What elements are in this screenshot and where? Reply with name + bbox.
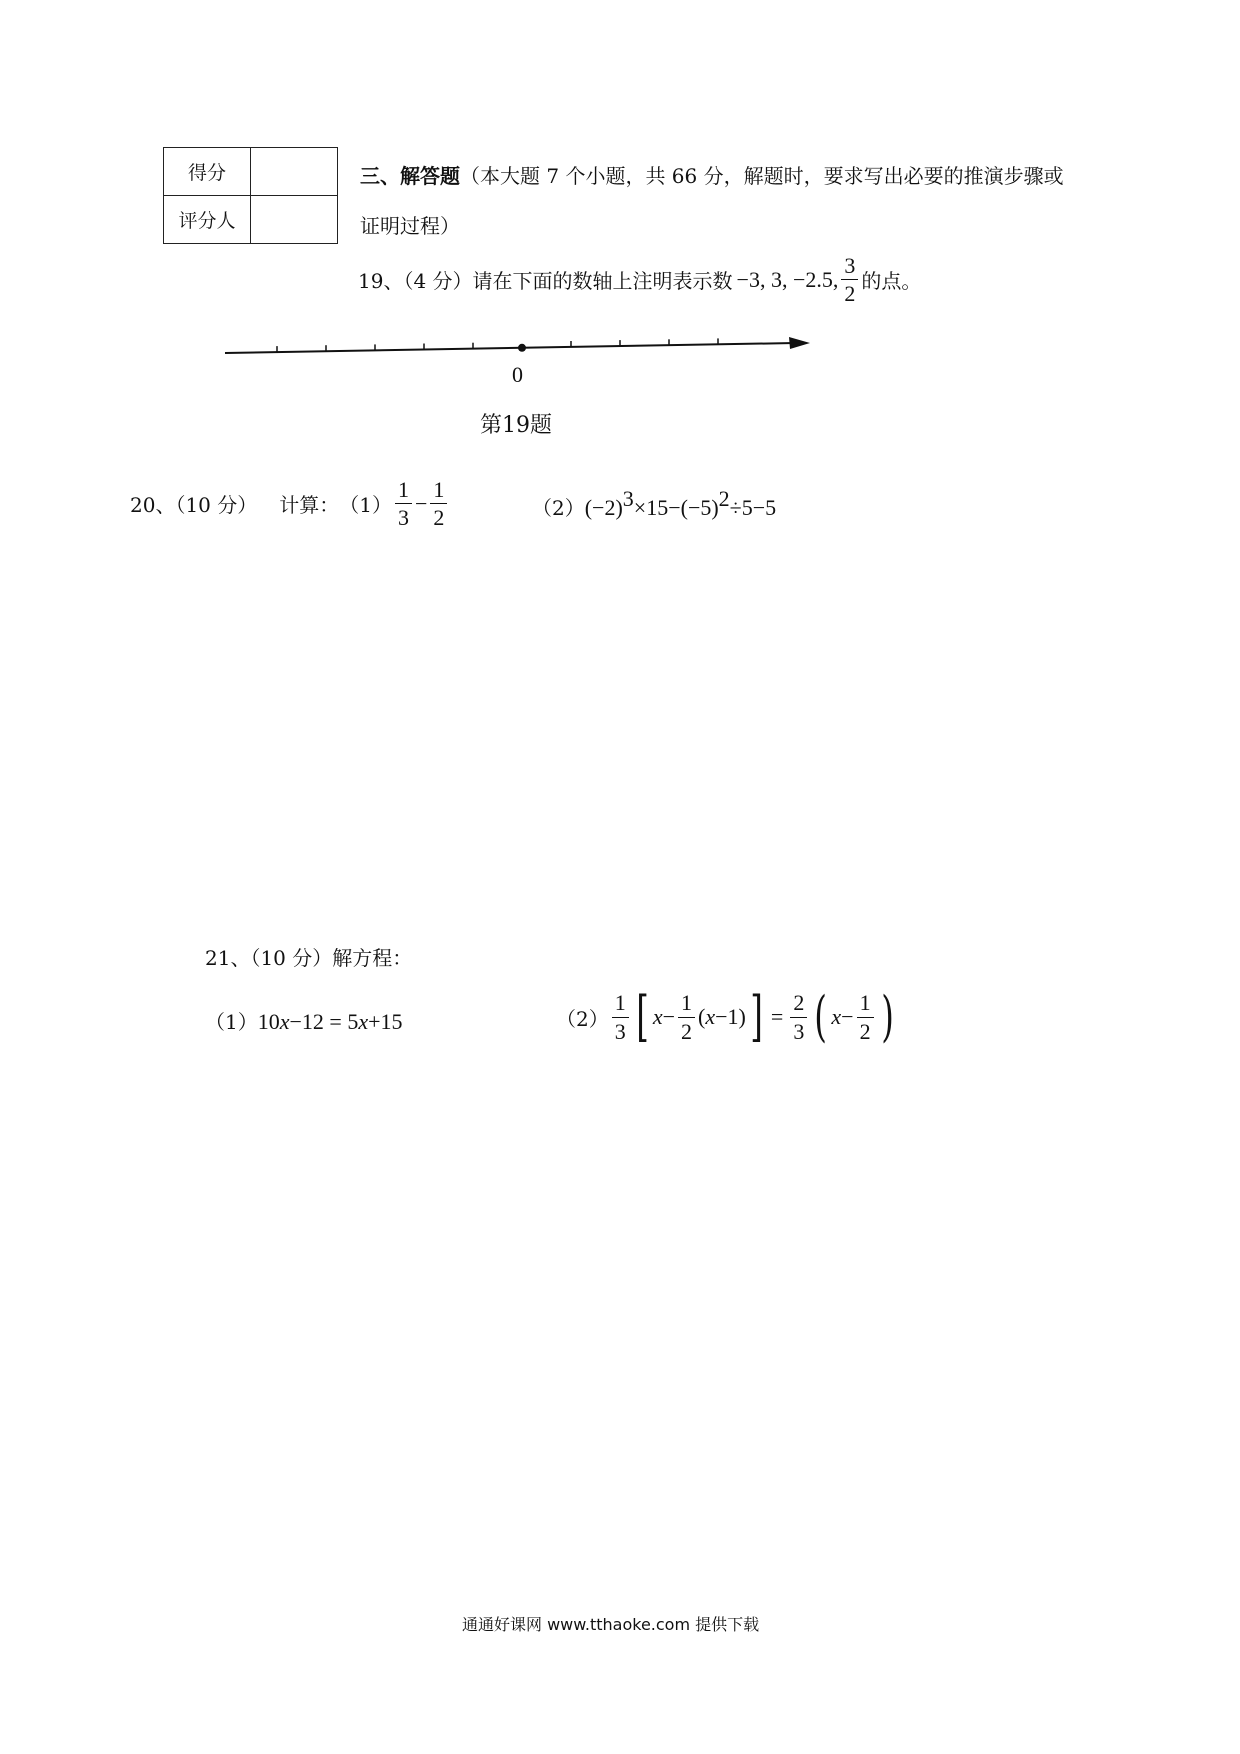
frac-num: 1 [430,478,447,504]
eq2-term: −1) [715,1004,746,1029]
frac-den: 3 [793,1018,805,1044]
frac-num: 1 [857,991,874,1017]
eq2-frac-3 [790,991,807,1042]
grader-label: 评分人 [164,196,251,244]
frac-num: 2 [790,991,807,1017]
q20-part2 [532,486,777,521]
q20-p1-frac-b [430,478,447,529]
frac-num: 1 [678,991,695,1017]
q20-prompt: 计算： [279,493,340,518]
q20-p2-c: ÷5−5 [729,495,777,520]
section-title: 三、解答题 [360,164,460,188]
eq2-left-paren: ( [814,985,828,1048]
eq1-var: x [358,1009,369,1034]
q19-fraction [841,254,858,305]
eq1-term: −12 = 5 [289,1009,359,1034]
q21-number: 21、（10 分） [205,946,333,970]
figure-caption: 第19题 [480,413,552,438]
frac-den: 2 [859,1018,871,1044]
frac-den: 2 [433,505,445,531]
q20-part2-label: （2） [532,496,585,520]
origin-point [518,344,526,352]
section-description-cont: 证明过程） [360,214,460,238]
eq1-term: +15 [368,1009,403,1034]
q19-frac-num: 3 [841,254,858,280]
q20-p2-a-exp: 3 [622,486,634,511]
q19-number: 19、（4 分） [358,269,473,294]
q21-part1 [205,1006,403,1035]
frac-num: 1 [395,478,412,504]
q21-part2-label: （2） [556,1006,609,1031]
eq2-left-bracket: [ [635,985,649,1048]
score-value-cell[interactable] [251,148,338,196]
eq2-var: x [705,1004,716,1029]
origin-label: 0 [512,362,523,387]
eq2-frac-4 [857,991,874,1042]
eq2-var: x [652,1004,663,1029]
eq2-right-paren: ) [880,985,894,1048]
q20-p2-a: (−2) [584,495,623,520]
eq2-var: x [831,1004,842,1029]
q19-values: −3, 3, −2.5, [736,266,839,292]
q20-p1-frac-a [395,478,412,529]
q20-p2-b: ×15−(−5) [633,495,719,520]
q20-p2-b-exp: 2 [718,486,730,511]
frac-den: 3 [398,505,409,531]
frac-den: 3 [614,1018,626,1044]
q19-suffix: 的点。 [861,269,922,294]
score-label: 得分 [164,148,251,196]
number-line-arrow [789,337,810,349]
eq2-paren: ( [698,1004,706,1029]
frac-den: 2 [681,1018,692,1044]
eq2-frac-2 [678,991,695,1042]
q20-p1-op: − [415,490,428,516]
frac-num: 1 [612,991,629,1017]
grader-value-cell[interactable] [251,196,338,244]
question-19 [358,254,921,305]
eq2-right-bracket: ] [750,985,763,1048]
number-line-axis [225,343,795,353]
score-table [163,147,338,244]
q21-prompt: 解方程： [332,946,413,970]
section-heading-line [360,160,1064,189]
q20-number: 20、（10 分） [130,493,258,518]
eq2-op: − [662,1004,675,1029]
page-footer: 通通好课网 www.tthaoke.com 提供下载 [462,1615,760,1634]
section-description: （本大题 7 个小题，共 66 分，解题时，要求写出必要的推演步骤或 [460,164,1064,188]
q20-part1-label: （1） [339,493,392,518]
q21-part2 [556,985,898,1048]
eq1-term: 10 [257,1009,280,1034]
eq2-frac-1 [612,991,629,1042]
question-21 [205,942,412,971]
eq2-op: − [841,1004,854,1029]
question-20 [130,478,450,529]
number-line [215,325,815,365]
q19-instruction: 请在下面的数轴上注明表示数 [472,269,733,294]
q19-frac-den: 2 [844,281,856,307]
eq1-var: x [279,1009,290,1034]
eq2-equals: = [770,1004,784,1029]
q21-part1-label: （1） [205,1010,258,1034]
